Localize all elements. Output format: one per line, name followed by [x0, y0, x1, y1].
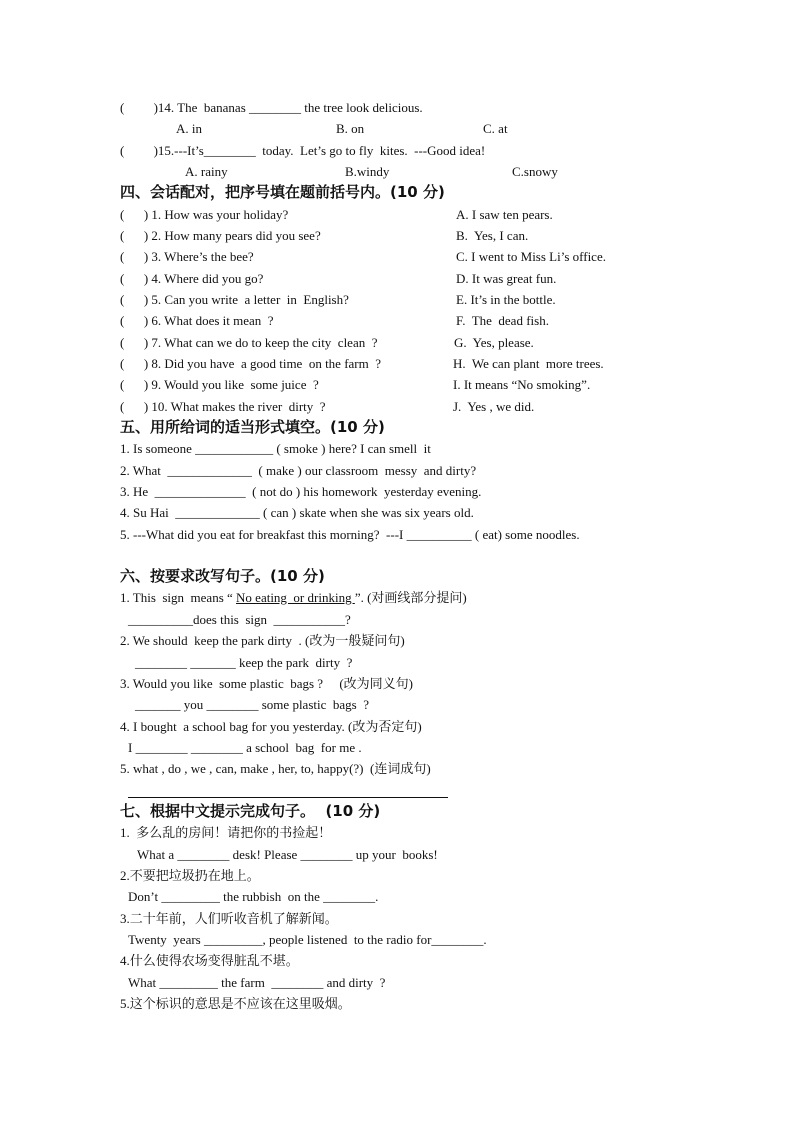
- match-question: ( ) 6. What does it mean ?: [120, 313, 274, 328]
- match-answer: I. It means “No smoking”.: [453, 377, 591, 392]
- rewrite-item-3: 3. Would you like some plastic bags ? (改为同义句): [120, 676, 413, 691]
- q15-option-a: A. rainy: [185, 164, 228, 179]
- match-answer: J. Yes , we did.: [453, 399, 535, 414]
- rewrite-item-4: 4. I bought a school bag for you yesterday. (改为否定句): [120, 719, 422, 734]
- fill-item: 5. ---What did you eat for breakfast this morning? ---I __________ ( eat) some noodles.: [120, 527, 580, 542]
- rewrite-answer-line: ________ _______ keep the park dirty ?: [135, 655, 353, 670]
- translate-prompt: 3.二十年前，人们听收音机了解新闻。: [120, 911, 338, 926]
- translate-prompt: 2.不要把垃圾扔在地上。: [120, 868, 260, 883]
- match-question: ( ) 8. Did you have a good time on the farm ?: [120, 356, 382, 371]
- q14-option-b: B. on: [336, 121, 365, 136]
- translate-sentence: Twenty years _________, people listened to the radio for________.: [128, 932, 487, 947]
- match-answer: B. Yes, I can.: [456, 228, 529, 243]
- match-answer: E. It’s in the bottle.: [456, 292, 556, 307]
- q14-option-c: C. at: [483, 121, 508, 136]
- rewrite-answer-line: _______ you ________ some plastic bags ?: [135, 697, 369, 712]
- answer-rule: [128, 797, 448, 798]
- translate-sentence: What _________ the farm ________ and dirty ?: [128, 975, 386, 990]
- rewrite-item-1-prefix: 1. This sign means “: [120, 590, 237, 605]
- match-answer: F. The dead fish.: [456, 313, 549, 328]
- match-answer: A. I saw ten pears.: [456, 207, 553, 222]
- section-4-title: 四、会话配对，把序号填在题前括号内。(10 分): [120, 183, 445, 201]
- match-question: ( ) 7. What can we do to keep the city clean ?: [120, 335, 378, 350]
- fill-item: 3. He ______________ ( not do ) his homework yesterday evening.: [120, 484, 482, 499]
- translate-prompt: 5.这个标识的意思是不应该在这里吸烟。: [120, 996, 351, 1011]
- q14-stem: ( )14. The bananas ________ the tree look delicious.: [120, 100, 423, 115]
- rewrite-item-1: [120, 590, 467, 606]
- rewrite-answer-line: I ________ ________ a school bag for me .: [128, 740, 362, 755]
- q15-stem: ( )15.---It’s________ today. Let’s go to fly kites. ---Good idea!: [120, 143, 486, 158]
- rewrite-item-5: 5. what , do , we , can, make , her, to, happy(?) (连词成句): [120, 761, 431, 776]
- match-question: ( ) 9. Would you like some juice ?: [120, 377, 319, 392]
- section-6-title: 六、按要求改写句子。(10 分): [120, 567, 325, 585]
- rewrite-item-2: 2. We should keep the park dirty . (改为一般疑问句): [120, 633, 405, 648]
- match-question: ( ) 1. How was your holiday?: [120, 207, 289, 222]
- q15-option-c: C.snowy: [512, 164, 558, 179]
- q15-option-b: B.windy: [345, 164, 390, 179]
- underlined-phrase: No eating or drinking: [236, 590, 355, 605]
- match-question: ( ) 10. What makes the river dirty ?: [120, 399, 326, 414]
- rewrite-item-1-instruction: ”. (对画线部分提问): [354, 590, 467, 605]
- translate-prompt: 1. 多么乱的房间！请把你的书捡起！: [120, 825, 332, 840]
- fill-item: 1. Is someone ____________ ( smoke ) here? I can smell it: [120, 441, 431, 456]
- translate-sentence: What a ________ desk! Please ________ up your books!: [137, 847, 438, 862]
- match-answer: G. Yes, please.: [454, 335, 534, 350]
- section-5-title: 五、用所给词的适当形式填空。(10 分): [120, 418, 385, 436]
- match-answer: C. I went to Miss Li’s office.: [456, 249, 606, 264]
- match-question: ( ) 5. Can you write a letter in English?: [120, 292, 349, 307]
- fill-item: 4. Su Hai _____________ ( can ) skate when she was six years old.: [120, 505, 474, 520]
- rewrite-answer-line: __________does this sign ___________?: [128, 612, 351, 627]
- match-answer: H. We can plant more trees.: [453, 356, 604, 371]
- section-7-title: 七、根据中文提示完成句子。 (10 分): [120, 802, 381, 820]
- fill-item: 2. What _____________ ( make ) our classroom messy and dirty?: [120, 463, 477, 478]
- match-question: ( ) 3. Where’s the bee?: [120, 249, 254, 264]
- match-question: ( ) 2. How many pears did you see?: [120, 228, 321, 243]
- q14-option-a: A. in: [176, 121, 202, 136]
- translate-prompt: 4.什么使得农场变得脏乱不堪。: [120, 953, 299, 968]
- translate-sentence: Don’t _________ the rubbish on the ________.: [128, 889, 379, 904]
- match-question: ( ) 4. Where did you go?: [120, 271, 264, 286]
- match-answer: D. It was great fun.: [456, 271, 557, 286]
